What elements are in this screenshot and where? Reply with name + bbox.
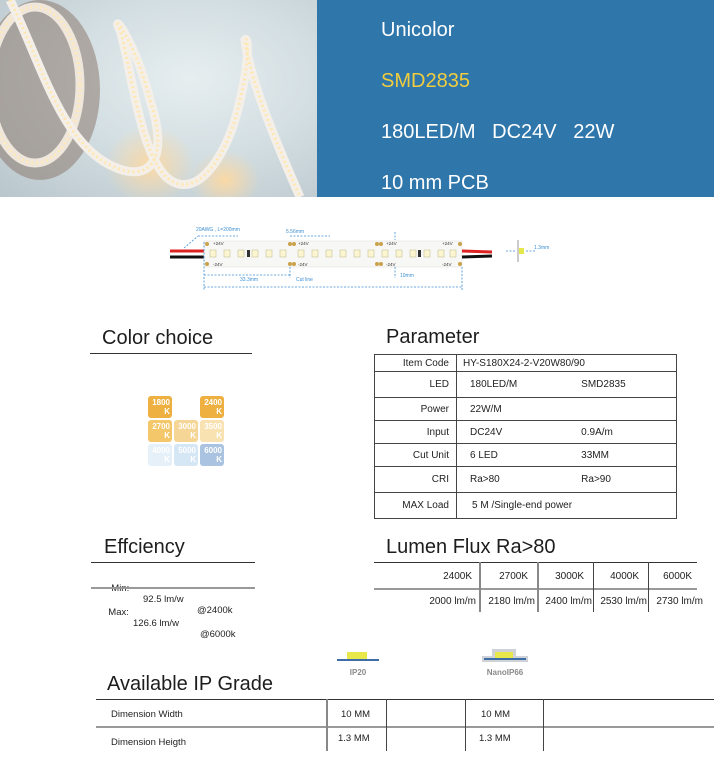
height-label: 1.3mm	[534, 245, 550, 251]
color-choice-divider	[90, 353, 252, 354]
efficiency-divider	[91, 562, 255, 563]
nanoip66-icon	[482, 649, 528, 663]
lumen-col-divider	[593, 562, 594, 612]
ip-top-rule	[96, 699, 714, 700]
param-row-max-load: MAX Load 5 M /Single-end power	[375, 493, 677, 519]
lumen-header-6000k: 6000K	[663, 571, 692, 582]
param-row-cri: CRI Ra>80 Ra>90	[375, 467, 677, 493]
param-row-item-code: Item Code HY-S180X24-2-V20W80/90	[375, 355, 677, 372]
plus-label: +24V	[213, 241, 224, 246]
swatch-1800k[interactable]: 1800 K	[148, 396, 172, 418]
minus-label: -24V	[298, 262, 308, 267]
plus-label: +24V	[442, 241, 453, 246]
lumen-header-3000k: 3000K	[555, 571, 584, 582]
hero-spec-panel	[317, 0, 714, 197]
ip-mid-rule	[96, 726, 714, 728]
efficiency-row-divider	[91, 587, 255, 589]
ip-row-label-width: Dimension Width	[111, 709, 183, 720]
hero-chip: SMD2835	[381, 70, 470, 92]
lumen-col-divider	[479, 562, 481, 612]
swatch-2400k[interactable]: 2400 K	[200, 396, 224, 418]
swatch-6000k[interactable]: 6000 K	[200, 444, 224, 466]
efficiency-title: Effciency	[104, 536, 185, 558]
plus-label: +24V	[298, 241, 309, 246]
nanoip66-height: 1.3 MM	[479, 733, 511, 744]
param-row-input: Input DC24V 0.9A/m	[375, 421, 677, 444]
pitch-label: 5.56mm	[286, 229, 305, 235]
ip20-label: IP20	[349, 668, 367, 677]
lumen-value-2700k: 2180 lm/m	[488, 596, 535, 607]
ip20-height: 1.3 MM	[338, 733, 370, 744]
swatch-2700k[interactable]: 2700 K	[148, 420, 172, 442]
ip-col-divider	[386, 699, 387, 751]
strip-dimension-diagram	[170, 220, 560, 295]
hero-pcb: 10 mm PCB	[381, 172, 489, 194]
minus-label: -24V	[213, 262, 223, 267]
param-row-led: LED 180LED/M SMD2835	[375, 372, 677, 398]
lumen-value-6000k: 2730 lm/m	[656, 596, 703, 607]
width-label: 10mm	[400, 273, 414, 279]
ip-col-divider	[465, 699, 466, 751]
cut-length-label: 33.3mm	[240, 277, 259, 283]
efficiency-max: Max: 126.6 lm/w @6000k	[108, 607, 236, 640]
color-choice-title: Color choice	[102, 327, 214, 349]
nanoip66-label: NanoIP66	[486, 668, 524, 677]
param-row-cut-unit: Cut Unit 6 LED 33MM	[375, 444, 677, 467]
nanoip66-width: 10 MM	[481, 709, 511, 720]
led-strip-photo-illustration	[0, 0, 317, 197]
parameter-title: Parameter	[386, 326, 480, 348]
cut-line-label: Cut line	[296, 277, 313, 283]
lumen-header-2700k: 2700K	[499, 571, 528, 582]
minus-label: -24V	[442, 262, 452, 267]
swatch-4000k[interactable]: 4000 K	[148, 444, 172, 466]
product-photo	[0, 0, 317, 197]
ip-col-divider	[543, 699, 544, 751]
efficiency-min: Min: 92.5 lm/w @2400k	[111, 583, 233, 616]
swatch-3500k[interactable]: 3500 K	[200, 420, 224, 442]
ip-row-label-height: Dimension Heigth	[111, 737, 186, 748]
hero-type: Unicolor	[381, 19, 455, 41]
parameter-table	[374, 354, 677, 519]
lumen-header-4000k: 4000K	[610, 571, 639, 582]
lumen-value-2400k: 2000 lm/m	[429, 596, 476, 607]
wire-spec-label: 20AWG , L=200mm	[196, 227, 240, 233]
param-row-power: Power 22W/M	[375, 398, 677, 421]
ip20-width: 10 MM	[341, 709, 371, 720]
ip-grade-title: Available IP Grade	[107, 673, 274, 695]
lumen-flux-title: Lumen Flux Ra>80	[386, 536, 556, 558]
plus-label: +24V	[386, 241, 397, 246]
hero-specs: 180LED/M DC24V 22W	[381, 121, 615, 143]
minus-label: -24V	[386, 262, 396, 267]
lumen-header-2400k: 2400K	[443, 571, 472, 582]
swatch-5000k[interactable]: 5000 K	[174, 444, 198, 466]
lumen-value-4000k: 2530 lm/m	[600, 596, 647, 607]
lumen-col-divider	[648, 562, 649, 612]
ip20-icon	[337, 652, 379, 662]
lumen-value-3000k: 2400 lm/m	[545, 596, 592, 607]
swatch-3000k[interactable]: 3000 K	[174, 420, 198, 442]
ip-col-divider	[326, 699, 328, 751]
